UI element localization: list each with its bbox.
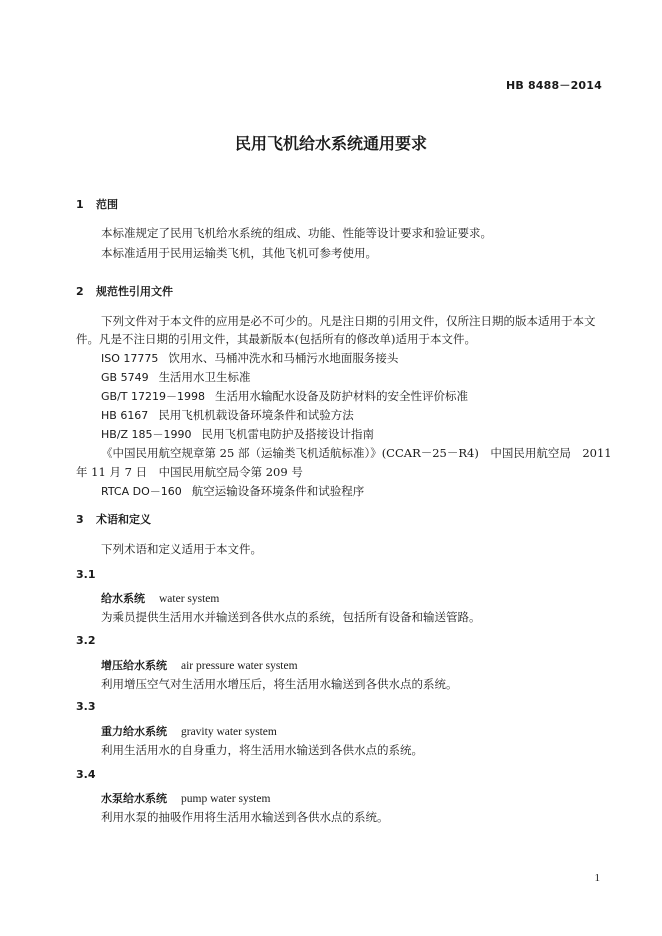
reference-code: ISO 17775 [101,352,159,365]
reference-code: HB 6167 [101,409,149,422]
reference-title: 民用飞机雷电防护及搭接设计指南 [201,427,375,441]
reference-code: RTCA DO－160 [101,485,182,498]
scope-line-1: 本标准规定了民用飞机给水系统的组成、功能、性能等设计要求和验证要求。 [101,226,492,240]
reference-item [101,407,354,423]
section-number: 2 [76,285,84,298]
term-chinese: 增压给水系统 [101,659,167,672]
clause-number: 3.3 [76,700,96,713]
clause-number: 3.4 [76,768,96,781]
refs-intro-line-2: 件。凡是不注日期的引用文件，其最新版本(包括所有的修改单)适用于本文件。 [76,332,476,346]
term-definition: 利用生活用水的自身重力，将生活用水输送到各供水点的系统。 [101,743,423,757]
section-number: 3 [76,513,84,526]
section-number: 1 [76,198,84,211]
page-number: 1 [594,872,600,884]
term-definition: 为乘员提供生活用水并输送到各供水点的系统，包括所有设备和输送管路。 [101,610,481,624]
reference-code: HB/Z 185－1990 [101,428,192,441]
reference-title: 饮用水、马桶冲洗水和马桶污水地面服务接头 [168,351,399,365]
term-entry [101,790,270,806]
reference-title: 生活用水输配水设备及防护材料的安全性评价标准 [214,389,468,403]
term-chinese: 重力给水系统 [101,725,167,738]
section-title: 术语和定义 [96,513,151,526]
standard-code: HB 8488－2014 [505,79,602,92]
term-entry [101,657,298,673]
term-english: air pressure water system [181,660,298,672]
term-chinese: 水泵给水系统 [101,792,167,805]
reference-title: 生活用水卫生标准 [158,370,251,384]
ccar-line-1: 《中国民用航空规章第 25 部（运输类飞机适航标准）》(CCAR－25－R4) 中国民用航空局 2011 [101,446,612,460]
section-2-heading [76,283,173,299]
terms-intro: 下列术语和定义适用于本文件。 [101,542,262,556]
reference-item [101,369,251,385]
term-english: pump water system [181,793,271,805]
reference-code: GB/T 17219－1998 [101,390,205,403]
term-english: water system [159,593,220,605]
scope-line-2: 本标准适用于民用运输类飞机，其他飞机可参考使用。 [101,246,377,260]
reference-code: GB 5749 [101,371,149,384]
reference-title: 航空运输设备环境条件和试验程序 [191,484,365,498]
term-entry [101,590,219,606]
term-entry [101,723,277,739]
term-definition: 利用增压空气对生活用水增压后，将生活用水输送到各供水点的系统。 [101,677,458,691]
reference-title: 民用飞机机载设备环境条件和试验方法 [158,408,354,422]
refs-intro-line-1: 下列文件对于本文件的应用是必不可少的。凡是注日期的引用文件，仅所注日期的版本适用于本文 [101,314,596,328]
ccar-line-2: 年 11 月 7 日 中国民用航空局令第 209 号 [76,465,303,479]
term-definition: 利用水泵的抽吸作用将生活用水输送到各供水点的系统。 [101,810,389,824]
section-1-heading [76,196,118,212]
section-3-heading [76,511,151,527]
section-title: 规范性引用文件 [96,285,173,298]
reference-item [101,350,398,366]
reference-item [101,426,374,442]
term-english: gravity water system [181,726,277,738]
document-title: 民用飞机给水系统通用要求 [234,134,427,153]
section-title: 范围 [96,198,118,211]
term-chinese: 给水系统 [101,592,145,605]
reference-item [101,483,364,499]
reference-item [101,388,468,404]
clause-number: 3.2 [76,634,96,647]
clause-number: 3.1 [76,568,96,581]
